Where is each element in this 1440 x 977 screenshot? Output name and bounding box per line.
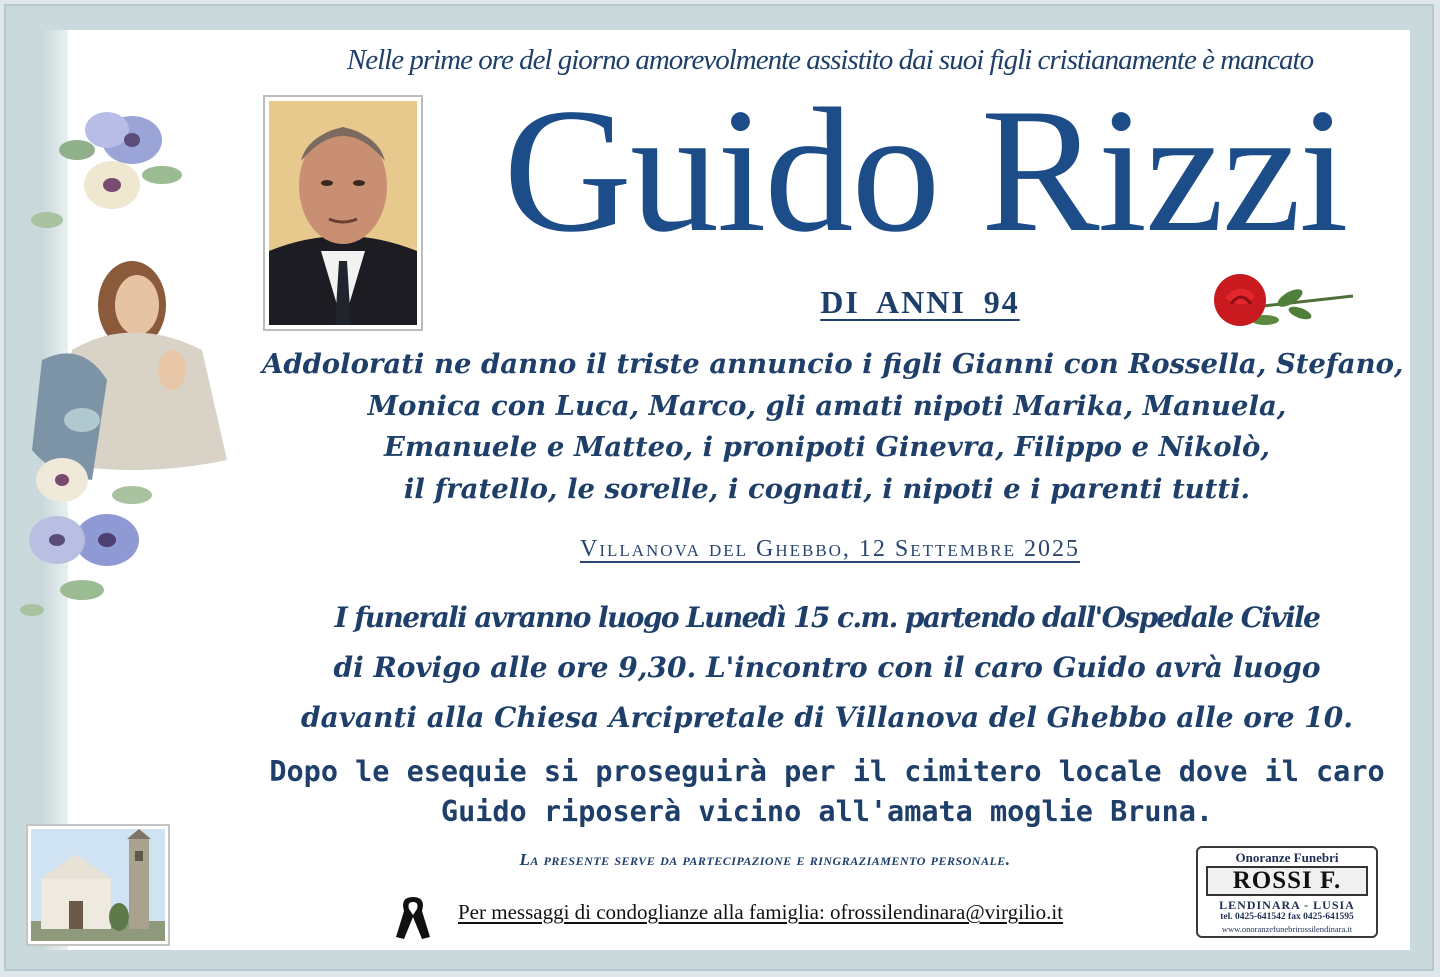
logo-website[interactable]: www.onoranzefunebrirossilendinara.it xyxy=(1221,924,1353,934)
condolence-message[interactable]: Per messaggi di condoglianze alla famiglia: ofrossilendinara@virgilio.it xyxy=(458,900,1064,924)
burial-line: Dopo le esequie si proseguirà per il cimitero locale dove il caro xyxy=(269,755,1385,788)
funeral-home-logo xyxy=(1196,846,1378,938)
announcement-line: Addolorati ne danno il triste annuncio i figli Gianni con Rossella, Stefano, xyxy=(262,348,1404,380)
black-ribbon-icon xyxy=(392,893,434,941)
jesus-flowers-illustration xyxy=(12,100,252,640)
portrait-image xyxy=(269,101,417,325)
funeral-line: I funerali avranno luogo Lunedì 15 c.m. partendo dall'Ospedale Civile xyxy=(334,601,1320,634)
funeral-line: di Rovigo alle ore 9,30. L'incontro con il caro Guido avrà luogo xyxy=(333,651,1321,684)
burial-line: Guido riposerà vicino all'amata moglie Bruna. xyxy=(440,795,1214,828)
funeral-details xyxy=(262,593,1392,743)
intro-text: Nelle prime ore del giorno amorevolmente assistito dai suoi figli cristianamente è mancato xyxy=(346,44,1314,76)
flower-cluster-top xyxy=(31,112,182,228)
thanks-note: La presente serve da partecipazione e ringraziamento personale. xyxy=(519,850,1011,869)
place-date: Villanova del Ghebbo, 12 Settembre 2025 xyxy=(579,536,1080,562)
logo-locations: LENDINARA - LUSIA xyxy=(1219,898,1355,912)
praying-figure xyxy=(32,261,227,480)
logo-header: Onoranze Funebri xyxy=(1235,850,1339,865)
announcement-line: il fratello, le sorelle, i cognati, i nipoti e i parenti tutti. xyxy=(403,472,1251,505)
flower-cluster-bottom xyxy=(20,458,152,616)
logo-name: ROSSI F. xyxy=(1232,867,1342,894)
announcement-line: Monica con Luca, Marco, gli amati nipoti Marika, Manuela, xyxy=(367,389,1287,422)
red-rose-icon xyxy=(1205,268,1355,338)
age-label: DI ANNI 94 xyxy=(820,284,1020,320)
church-image xyxy=(31,829,165,941)
deceased-name: Guido Rizzi xyxy=(503,71,1347,269)
burial-details xyxy=(262,752,1392,832)
logo-phones: tel. 0425-641542 fax 0425-641595 xyxy=(1220,912,1354,922)
announcement-line: Emanuele e Matteo, i pronipoti Ginevra, Filippo e Nikolò, xyxy=(384,431,1270,463)
funeral-line: davanti alla Chiesa Arcipretale di Villanova del Ghebbo alle ore 10. xyxy=(300,701,1353,734)
church-photo xyxy=(26,824,170,946)
announcement-text xyxy=(262,344,1404,510)
portrait-photo xyxy=(263,95,423,331)
